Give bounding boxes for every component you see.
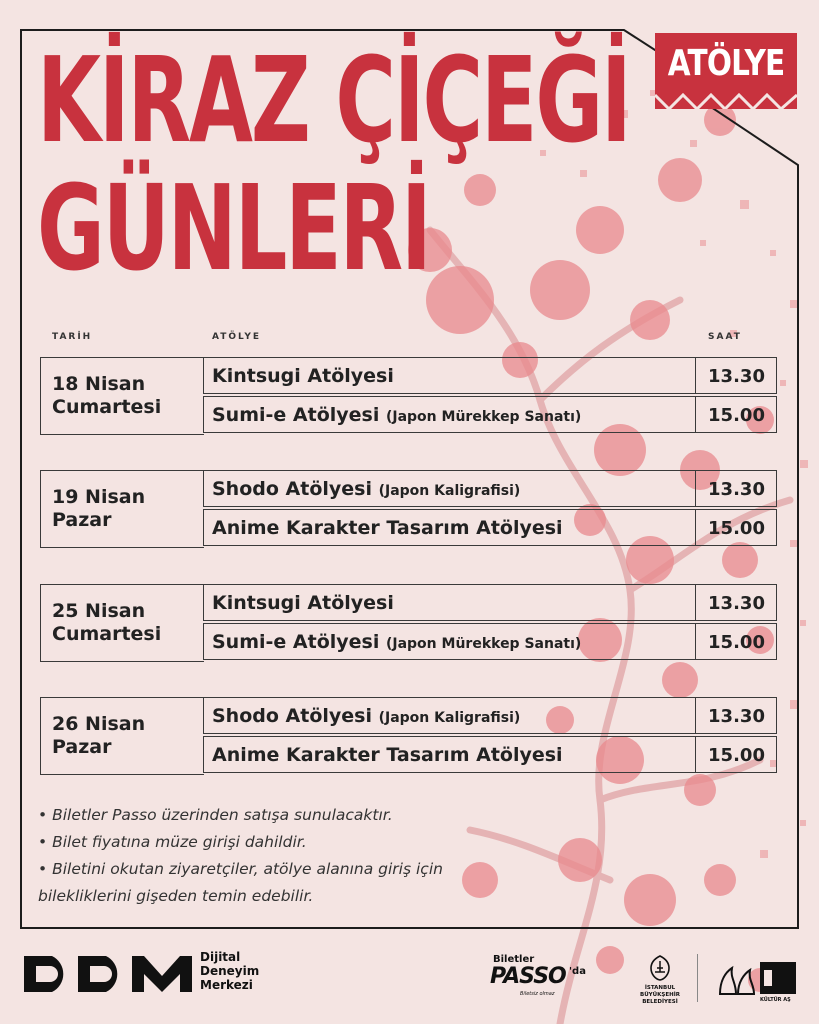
note-line: • Biletini okutan ziyaretçiler, atölye alanına giriş için bbox=[38, 860, 443, 878]
col-workshop-header: ATÖLYE bbox=[212, 332, 262, 342]
workshop-time: 13.30 bbox=[708, 593, 765, 614]
info-notes bbox=[38, 802, 443, 910]
ddm-logo-icon bbox=[24, 952, 192, 1000]
workshop-time: 15.00 bbox=[708, 632, 765, 653]
workshop-time: 13.30 bbox=[708, 366, 765, 387]
workshop-row bbox=[203, 584, 777, 622]
col-date-header: TARİH bbox=[52, 332, 93, 342]
workshop-time: 13.30 bbox=[708, 479, 765, 500]
schedule-block bbox=[40, 697, 777, 775]
date-day: 18 Nisan bbox=[52, 373, 146, 395]
note-line: • Bilet fiyatına müze girişi dahildir. bbox=[38, 833, 307, 851]
workshop-subtitle: (Japon Kaligrafisi) bbox=[378, 483, 521, 499]
workshop-time: 15.00 bbox=[708, 518, 765, 539]
date-cell bbox=[40, 697, 204, 775]
date-cell bbox=[40, 584, 204, 662]
workshop-time: 15.00 bbox=[708, 405, 765, 426]
workshop-name: Shodo Atölyesi bbox=[212, 705, 372, 727]
ibb-logo: İSTANBUL BÜYÜKŞEHİR BELEDİYESİ bbox=[635, 955, 685, 1006]
title-line-2: GÜNLERİ bbox=[37, 159, 430, 297]
workshop-row bbox=[203, 470, 777, 508]
workshop-row bbox=[203, 736, 777, 774]
workshop-subtitle: (Japon Mürekkep Sanatı) bbox=[385, 409, 582, 425]
workshop-row bbox=[203, 623, 777, 661]
footer-divider bbox=[697, 954, 698, 1002]
workshop-name: Anime Karakter Tasarım Atölyesi bbox=[212, 517, 563, 539]
title-line-1: KİRAZ ÇİÇEĞİ bbox=[37, 31, 630, 169]
workshop-subtitle: (Japon Kaligrafisi) bbox=[378, 710, 521, 726]
schedule-block bbox=[40, 470, 777, 548]
workshop-time: 15.00 bbox=[708, 745, 765, 766]
date-weekday: Cumartesi bbox=[52, 623, 162, 645]
date-weekday: Pazar bbox=[52, 736, 112, 758]
ibb-emblem-icon bbox=[649, 955, 671, 981]
ddm-name: Dijital Deneyim Merkezi bbox=[200, 950, 260, 992]
date-day: 25 Nisan bbox=[52, 600, 146, 622]
col-time-header: SAAT bbox=[708, 332, 742, 342]
workshop-name: Kintsugi Atölyesi bbox=[212, 365, 394, 387]
workshop-row bbox=[203, 357, 777, 395]
badge-text: ATÖLYE bbox=[667, 43, 785, 84]
kultur-emblem-icon bbox=[718, 960, 798, 996]
date-day: 19 Nisan bbox=[52, 486, 146, 508]
atolye-badge bbox=[655, 33, 797, 109]
workshop-row bbox=[203, 509, 777, 547]
footer: Dijital Deneyim Merkezi Biletler PASSO 'da Biletsiz olmaz İSTANBUL BÜYÜKŞEHİR BELEDİYESİ KÜLTÜR AŞ bbox=[0, 940, 819, 1024]
workshop-name: Kintsugi Atölyesi bbox=[212, 592, 394, 614]
date-weekday: Pazar bbox=[52, 509, 112, 531]
schedule-block bbox=[40, 584, 777, 662]
note-line: bilekliklerini gişeden temin edebilir. bbox=[38, 887, 314, 905]
workshop-name: Sumi-e Atölyesi bbox=[212, 404, 380, 426]
note-line: • Biletler Passo üzerinden satışa sunulacaktır. bbox=[38, 806, 393, 824]
workshop-name: Anime Karakter Tasarım Atölyesi bbox=[212, 744, 563, 766]
workshop-name: Shodo Atölyesi bbox=[212, 478, 372, 500]
date-day: 26 Nisan bbox=[52, 713, 146, 735]
workshop-row bbox=[203, 697, 777, 735]
date-cell bbox=[40, 470, 204, 548]
schedule-block bbox=[40, 357, 777, 435]
date-weekday: Cumartesi bbox=[52, 396, 162, 418]
workshop-time: 13.30 bbox=[708, 706, 765, 727]
workshop-subtitle: (Japon Mürekkep Sanatı) bbox=[385, 636, 582, 652]
kultur-logo: KÜLTÜR AŞ bbox=[718, 960, 798, 1000]
date-cell bbox=[40, 357, 204, 435]
workshop-name: Sumi-e Atölyesi bbox=[212, 631, 380, 653]
page-title bbox=[37, 31, 630, 297]
workshop-row bbox=[203, 396, 777, 434]
